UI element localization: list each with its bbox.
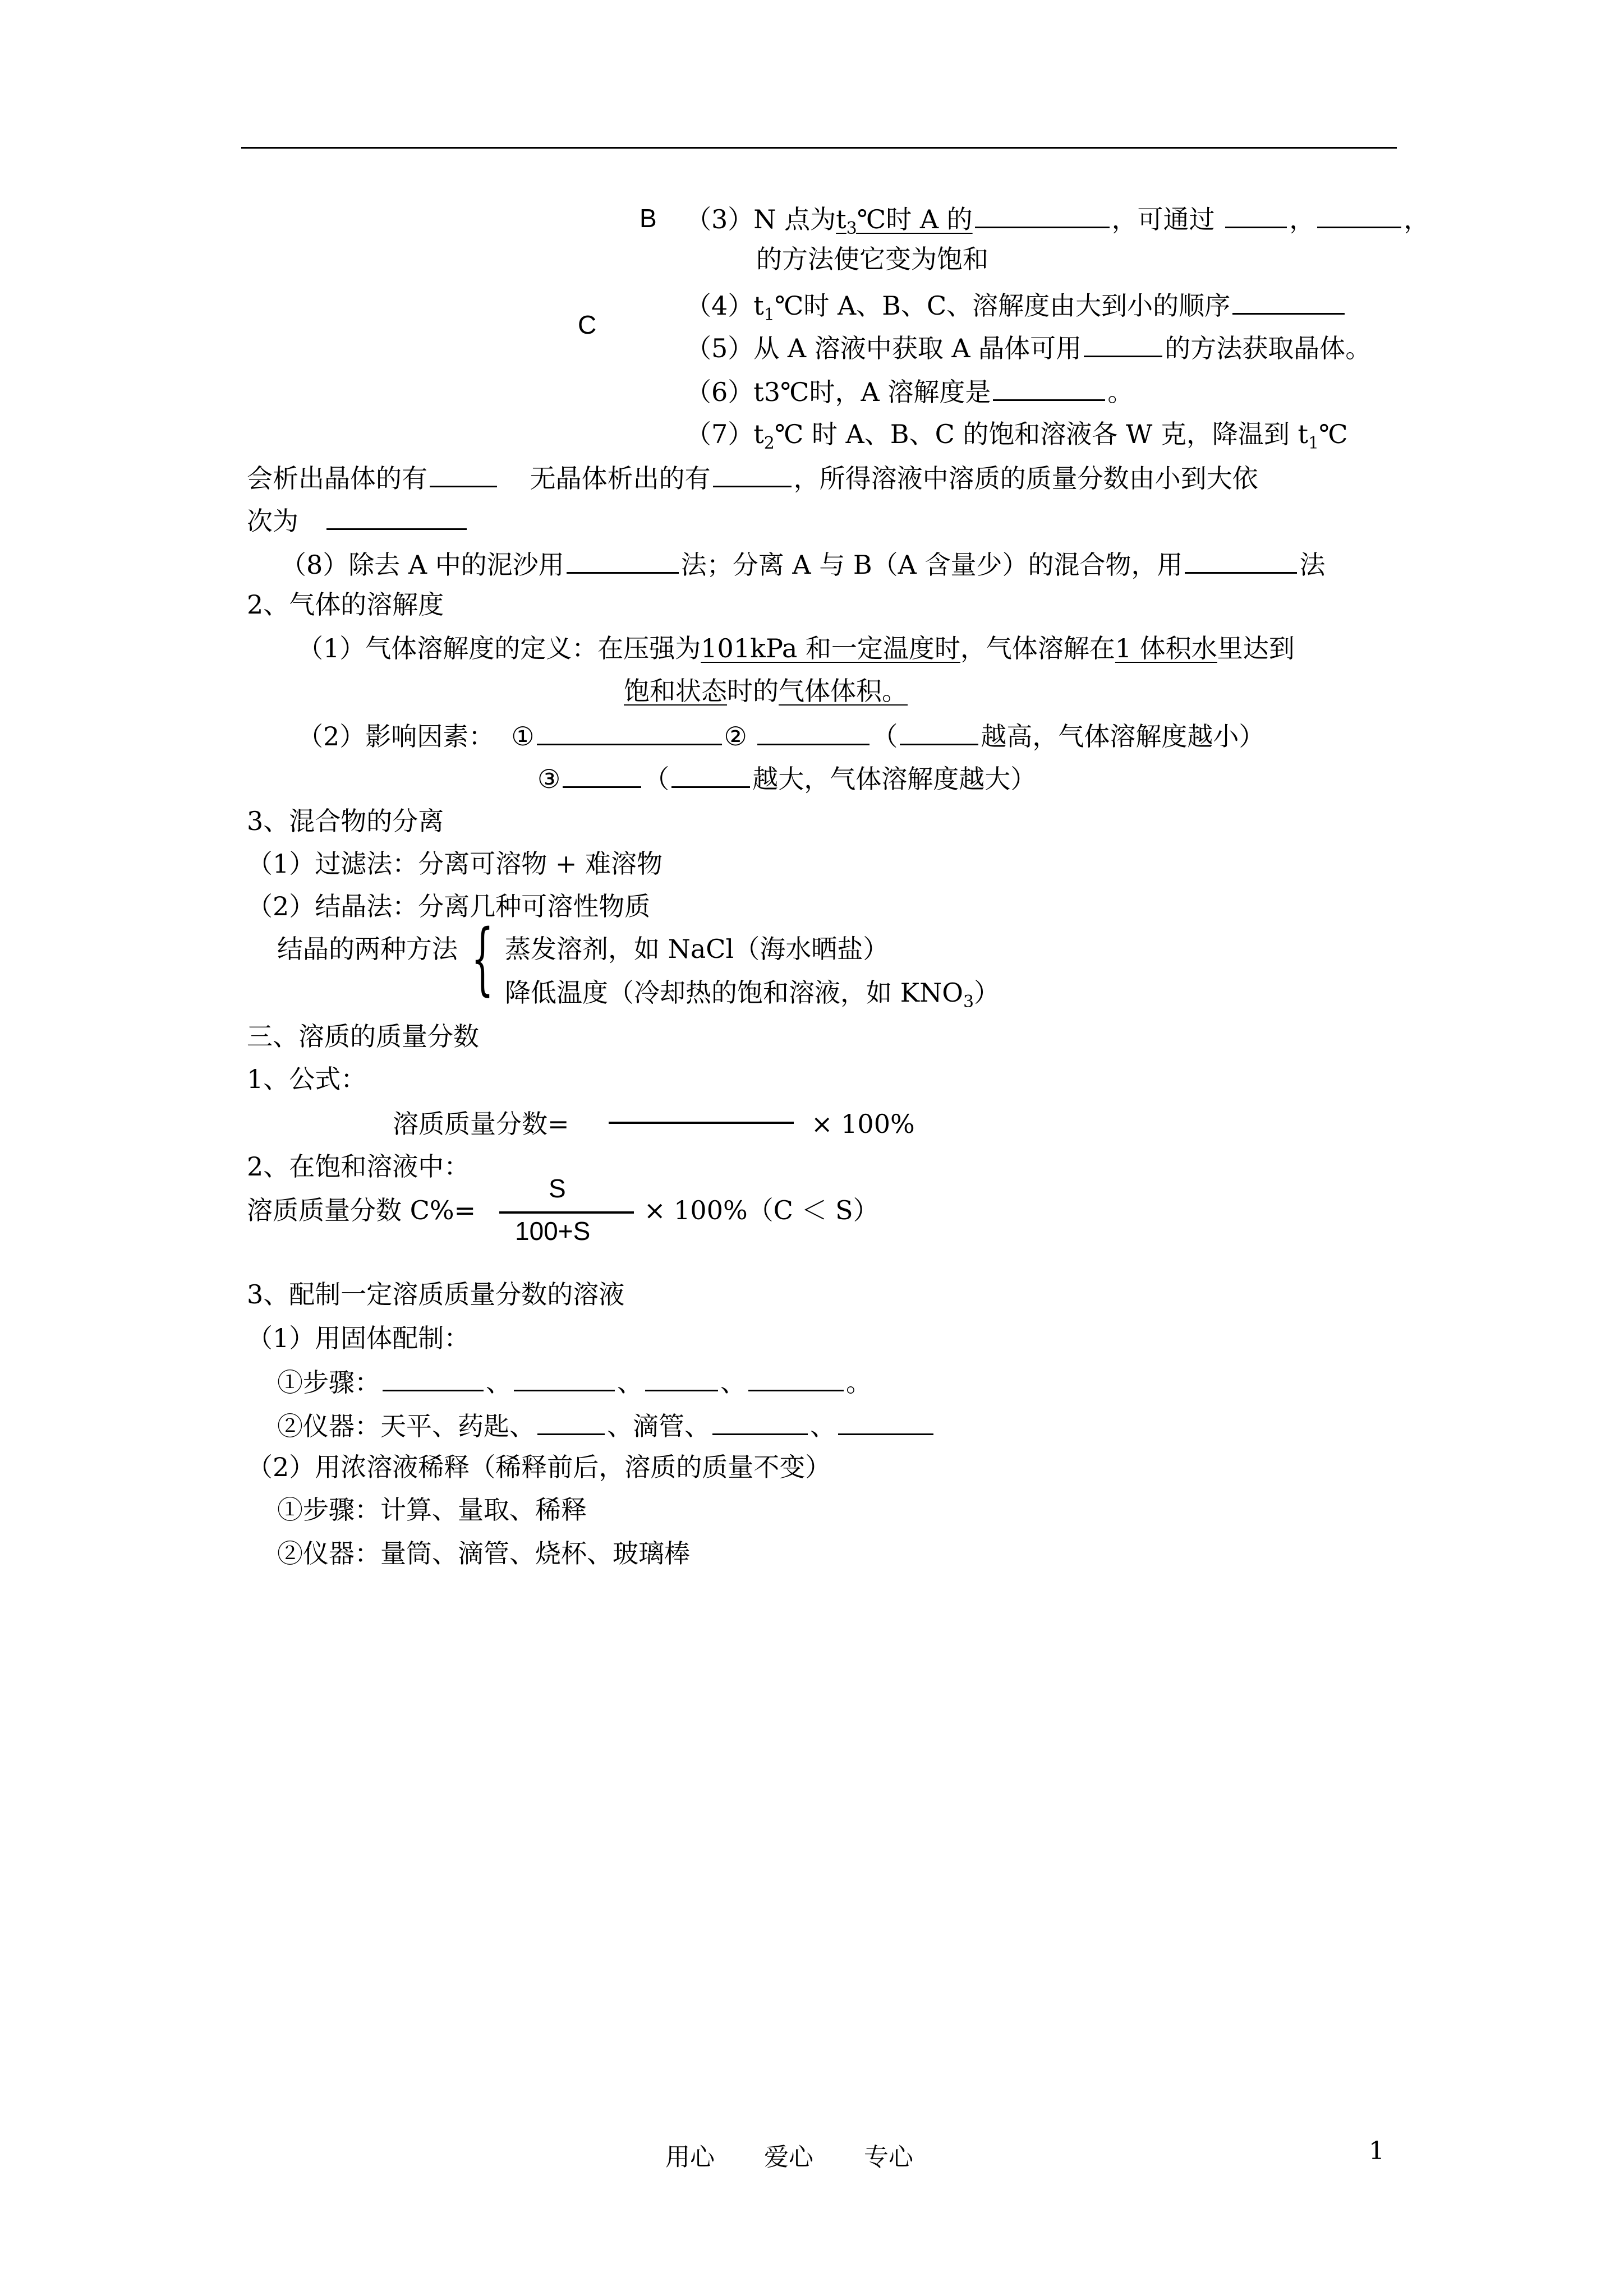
section-gas-heading: 2、气体的溶解度: [247, 589, 444, 620]
question-3-line2: 的方法使它变为饱和: [756, 244, 988, 274]
question-8: （8）除去 A 中的泥沙用 法；分离 A 与 B（A 含量少）的混合物，用 法: [280, 546, 1325, 582]
saturated-label: 溶质质量分数 C%=: [247, 1195, 476, 1225]
prep-dilute-instruments: ②仪器：量筒、滴管、烧杯、玻璃棒: [277, 1538, 690, 1569]
footer-slogan-2: 爱心: [764, 2143, 813, 2171]
prep-dilute: （2）用浓溶液稀释（稀释前后，溶质的质量不变）: [247, 1452, 831, 1482]
graph-label-c: C: [578, 310, 597, 339]
question-7-line1: $(7)t_2℃$ 时 A、B、C 的饱和溶液各 W 克，降温到 $t_1℃$: [686, 419, 1348, 453]
gas-definition-line2: 饱和状态时的气体体积。: [624, 676, 908, 706]
footer-slogan-1: 用心: [665, 2143, 715, 2171]
answer-blank[interactable]: [993, 374, 1105, 401]
answer-blank[interactable]: [563, 760, 641, 788]
gas-factors-line2: ③ （ 越大，气体溶解度越大）: [537, 760, 1036, 796]
answer-blank[interactable]: [645, 1364, 718, 1391]
crystal-method-2: 降低温度（冷却热的饱和溶液，如 $KNO_3$）: [505, 978, 1000, 1012]
section-preparation-heading: 3、配制一定溶质质量分数的溶液: [247, 1279, 625, 1310]
question-5: （5）从 A 溶液中获取 A 晶体可用 的方法获取晶体。: [686, 330, 1371, 365]
question-7-line2: 会析出晶体的有 无晶体析出的有 ，所得溶液中溶质的质量分数由小到大依: [247, 460, 1258, 495]
answer-blank[interactable]: [712, 1408, 808, 1435]
mixture-filter: （1）过滤法：分离可溶物 + 难溶物: [247, 849, 663, 879]
answer-blank[interactable]: [900, 718, 978, 745]
saturated-tail: × 100%（C ＜ S）: [644, 1195, 879, 1225]
formula-heading: 1、公式：: [247, 1064, 367, 1094]
answer-blank[interactable]: [430, 460, 497, 487]
saturated-fraction-bar: [499, 1211, 634, 1214]
answer-blank[interactable]: [1232, 287, 1345, 315]
answer-blank[interactable]: [537, 1408, 605, 1435]
prep-solid: （1）用固体配制：: [247, 1323, 470, 1353]
prep-dilute-steps: ①步骤：计算、量取、稀释: [277, 1495, 587, 1525]
answer-blank[interactable]: [514, 1364, 615, 1391]
answer-blank[interactable]: [326, 502, 467, 530]
section-mixture-heading: 3、混合物的分离: [247, 806, 444, 836]
question-6: （6）t3℃时，A 溶解度是 。: [686, 374, 1133, 409]
saturated-numerator: S: [549, 1174, 566, 1203]
header-rule: [241, 147, 1397, 149]
formula-label: 溶质质量分数=: [393, 1109, 569, 1139]
question-4: $(4)t_1℃$时 A、B、C、溶解度由大到小的顺序: [686, 287, 1347, 332]
saturated-denominator: 100+S: [515, 1216, 591, 1246]
page-number: 1: [1369, 2137, 1384, 2165]
question-3-line1: （3）N 点为$t_3℃$时 A 的 ，可通过 ， ，: [686, 201, 1429, 246]
crystal-method-1: 蒸发溶剂，如 NaCl（海水晒盐）: [505, 934, 889, 964]
answer-blank[interactable]: [713, 460, 792, 487]
answer-blank[interactable]: [975, 201, 1110, 228]
answer-blank[interactable]: [1225, 201, 1287, 228]
question-7-line3: 次为: [247, 502, 469, 538]
answer-blank[interactable]: [838, 1408, 933, 1435]
left-brace-icon: {: [471, 913, 494, 1004]
answer-blank[interactable]: [567, 546, 679, 574]
mixture-crystal: （2）结晶法：分离几种可溶性物质: [247, 891, 651, 921]
formula-fraction-bar: [609, 1122, 794, 1124]
answer-blank[interactable]: [1084, 330, 1162, 357]
answer-blank[interactable]: [383, 1364, 484, 1391]
gas-factors-line1: （2）影响因素： ① ② （ 越高，气体溶解度越小）: [297, 718, 1264, 753]
crystal-two-methods: 结晶的两种方法: [277, 934, 458, 964]
answer-blank[interactable]: [757, 718, 869, 745]
prep-solid-steps: ①步骤： 、 、 、 。: [277, 1364, 872, 1399]
answer-blank[interactable]: [1317, 201, 1401, 228]
gas-definition-line1: （1）气体溶解度的定义：在压强为101kPa 和一定温度时，气体溶解在1 体积水里达到: [297, 633, 1295, 663]
section-mass-fraction-heading: 三、溶质的质量分数: [247, 1021, 479, 1052]
footer-slogan-3: 专心: [864, 2143, 913, 2171]
answer-blank[interactable]: [671, 760, 750, 788]
saturated-heading: 2、在饱和溶液中：: [247, 1151, 470, 1182]
prep-solid-instruments: ②仪器：天平、药匙、 、滴管、 、: [277, 1408, 936, 1443]
formula-times-100: × 100%: [811, 1109, 915, 1139]
answer-blank[interactable]: [1185, 546, 1297, 574]
answer-blank[interactable]: [748, 1364, 844, 1391]
graph-label-b: B: [640, 204, 657, 233]
answer-blank[interactable]: [537, 718, 722, 745]
